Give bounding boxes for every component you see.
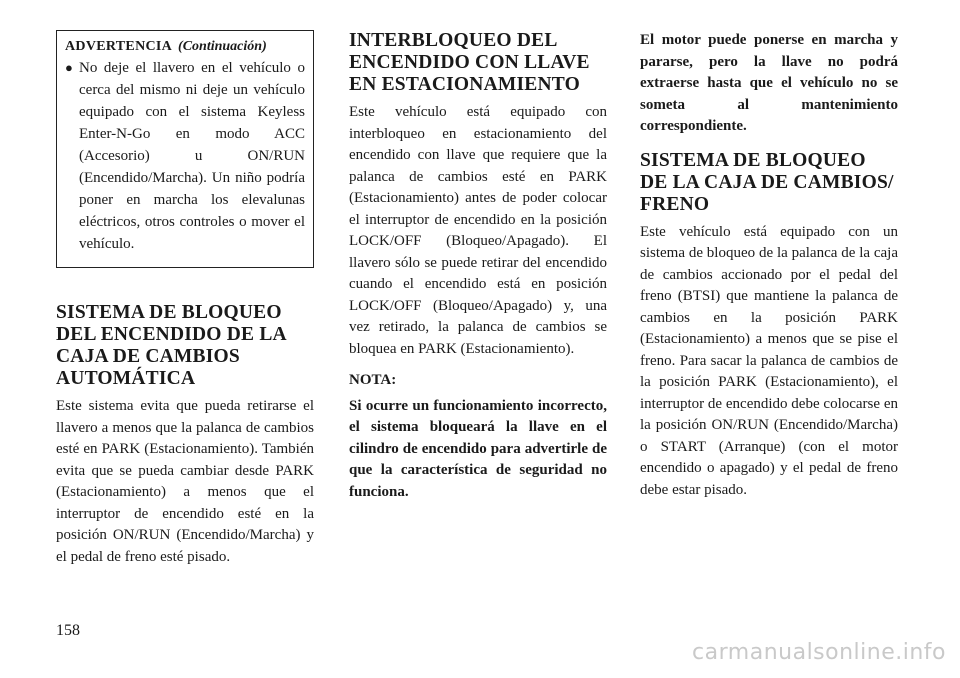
watermark: carmanualsonline.info (692, 640, 946, 665)
section-heading-brake-shift: SISTEMA DE BLOQUEO DE LA CAJA DE CAMBIOS/ FRENO (640, 149, 894, 215)
note-label: NOTA: (349, 372, 397, 388)
section-heading-ignition-lock: SISTEMA DE BLOQUEO DEL ENCENDIDO DE LA CAJA DE CAMBIOS AUTOMÁTICA (56, 302, 286, 389)
bullet-icon: ● (65, 60, 73, 75)
warning-continuation: (Continuación) (178, 39, 267, 54)
warning-bullet-text: No deje el llavero en el vehículo o cerca del mismo ni deje un vehículo equipado con el sistema Keyless Enter-N-Go en modo ACC (Accesorio) u ON/RUN (Encendido/Marcha). Un niño podría poner en marcha los elevalunas eléctricos, otros controles o mover el vehículo. (79, 60, 305, 252)
page-number: 158 (56, 622, 80, 639)
section-body-ignition-lock: Este sistema evita que pueda retirarse el llavero a menos que la palanca de cambios esté en PARK (Estacionamiento). También evita que se pueda cambiar desde PARK (Estacionamiento) a menos que el interruptor de encendido esté en la posición ON/RUN (Encendido/Marcha) y el pedal de freno esté pisado. (56, 398, 314, 565)
warning-title: ADVERTENCIA (65, 39, 173, 54)
warning-box (56, 30, 314, 268)
left-column (56, 30, 314, 568)
section-body-park-interlock: Este vehículo está equipado con interbloqueo en estacionamiento del encendido con llave que requiere que la palanca de cambios esté en PARK (Estacionamiento) antes de poder colocar el interruptor de encendido en la posición LOCK/OFF (Bloqueo/Apagado). El llavero sólo se puede retirar del encendido cuando el encendido está en posición LOCK/OFF (Bloqueo/Apagado) y, una vez retirado, la palanca de cambios se bloquea en PARK (Estacionamiento). (349, 104, 607, 357)
right-column (640, 30, 898, 501)
section-heading-park-interlock: INTERBLOQUEO DEL ENCENDIDO CON LLAVE EN ESTACIONAMIENTO (349, 30, 590, 95)
note-continuation: El motor puede ponerse en marcha y pararse, pero la llave no podrá extraerse hasta que el vehículo no se someta al mantenimiento correspondiente. (640, 32, 898, 134)
warning-header (65, 39, 305, 55)
section-body-brake-shift: Este vehículo está equipado con un sistema de bloqueo de la palanca de la caja de cambios accionado por el pedal del freno (BTSI) que mantiene la palanca de cambios en la posición PARK (Estacionamiento) a menos que se pise el freno. Para sacar la palanca de cambios de la posición PARK (Estacionamiento), el interruptor de encendido debe colocarse en la posición ON/RUN (Encendido/Marcha) o START (Arranque) (con el motor encendido o apagado) y el pedal de freno debe estar pisado. (640, 223, 898, 498)
warning-bullet (65, 57, 305, 255)
middle-column (349, 30, 607, 503)
note-text: Si ocurre un funcionamiento incorrecto, el sistema bloqueará la llave en el cilindro de encendido para advertirle de que la característica de seguridad no funciona. (349, 397, 607, 500)
